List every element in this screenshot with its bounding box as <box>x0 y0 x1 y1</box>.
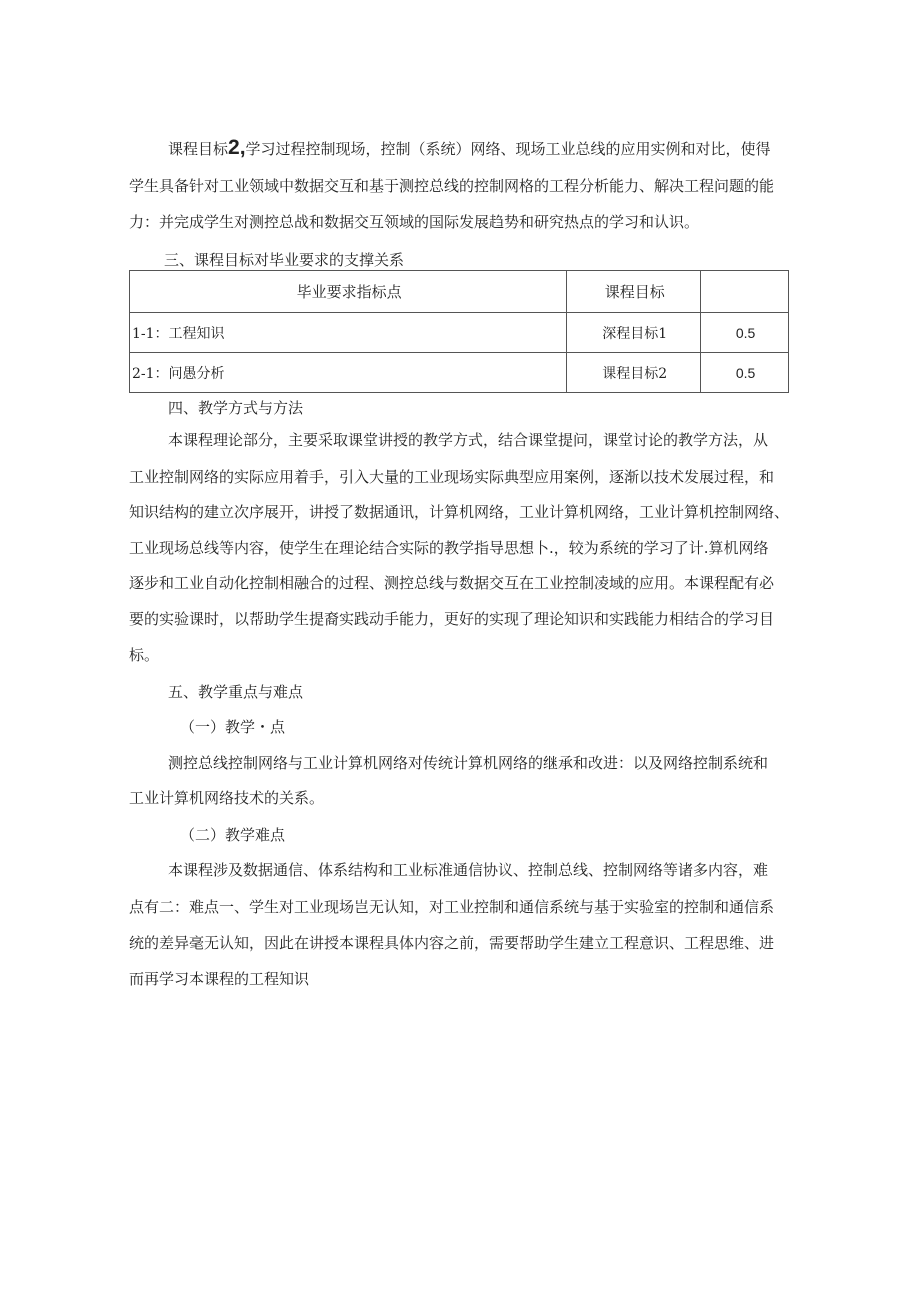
section5-sub2-line: 点有二：难点一、学生对工业现场岂无认知，对工业控制和通信系统与基于实验室的控制和通信系 <box>129 898 775 916</box>
row-goal: 深程目标1 <box>567 313 701 353</box>
table-header-row <box>130 271 789 313</box>
objective2-line-3: 力：并完成学生对测控总战和数据交互领域的国际发展趋势和研究热点的学习和认识。 <box>129 213 700 231</box>
support-table <box>129 270 789 393</box>
row-weight: 0.5 <box>701 353 789 393</box>
section3-title: 三、课程目标对毕业要求的支撑关系 <box>164 251 405 269</box>
section5-sub1-line: 测控总线控制网络与工业计算机网络对传统计算机网络的继承和改进：以及网络控制系统和 <box>168 754 769 772</box>
objective2-prefix: 课程目标 <box>168 140 229 158</box>
section4-line: 要的实验课时，以帮助学生提裔实践动手能力，更好的实现了理论知识和实践能力相结合的学习目 <box>129 610 775 628</box>
objective2-line-1 <box>168 138 771 159</box>
header-weight <box>701 271 789 313</box>
row-weight: 0.5 <box>701 313 789 353</box>
section4-title: 四、教学方式与方法 <box>168 399 304 417</box>
section5-sub2-line: 本课程涉及数据通信、体系结构和工业标准通信协议、控制总线、控制网络等诸多内容，难 <box>168 861 769 879</box>
header-indicator: 毕业要求指标点 <box>130 271 567 313</box>
section5-title: 五、教学重点与难点 <box>168 683 304 701</box>
objective2-number: 2, <box>228 136 246 159</box>
section4-line: 工业控制网络的实际应用着手，引入大量的工业现场实际典型应用案例，逐渐以技术发展过程，和 <box>129 468 775 486</box>
objective2-line-2: 学生具备针对工业领域中数据交互和基于测控总线的控制网格的工程分析能力、解决工程问题的能 <box>129 177 775 195</box>
section4-line: 知识结构的建立次序展开，讲授了数据通讯，计算机网络，工业计算机网络，工业计算机控制网络、 <box>129 503 790 521</box>
section4-line: 本课程理论部分，主要采取课堂讲授的教学方式，结合课堂提问，课堂讨论的教学方法，从 <box>168 431 769 449</box>
section4-line: 工业现场总线等内容，使学生在理论结合实际的教学指导思想卜.，较为系统的学习了计.算机网络 <box>129 539 769 557</box>
section4-line: 标。 <box>129 646 160 664</box>
row-point: 2-1：问愚分析 <box>130 353 567 393</box>
header-course-goal: 课程目标 <box>567 271 701 313</box>
section5-sub2-line: 统的差异毫无认知，因此在讲授本课程具体内容之前，需要帮助学生建立工程意识、工程思维、进 <box>129 934 775 952</box>
section5-sub2-line: 而再学习本课程的工程知识 <box>129 970 310 988</box>
section5-sub2-title: （二）教学难点 <box>180 826 286 844</box>
objective2-text: 学习过程控制现场，控制（系统）网络、现场工业总线的应用实例和对比，使得 <box>245 140 771 158</box>
section5-sub1-line: 工业计算机网络技术的关系。 <box>129 789 325 807</box>
section4-line: 逐步和工业自动化控制相融合的过程、测控总线与数据交互在工业控制凌域的应用。本课程配有必 <box>129 574 775 592</box>
section5-sub1-title: （一）教学・点 <box>180 718 286 736</box>
row-point: 1-1：工程知识 <box>130 313 567 353</box>
table-row <box>130 313 789 353</box>
table-row <box>130 353 789 393</box>
row-goal: 课程目标2 <box>567 353 701 393</box>
